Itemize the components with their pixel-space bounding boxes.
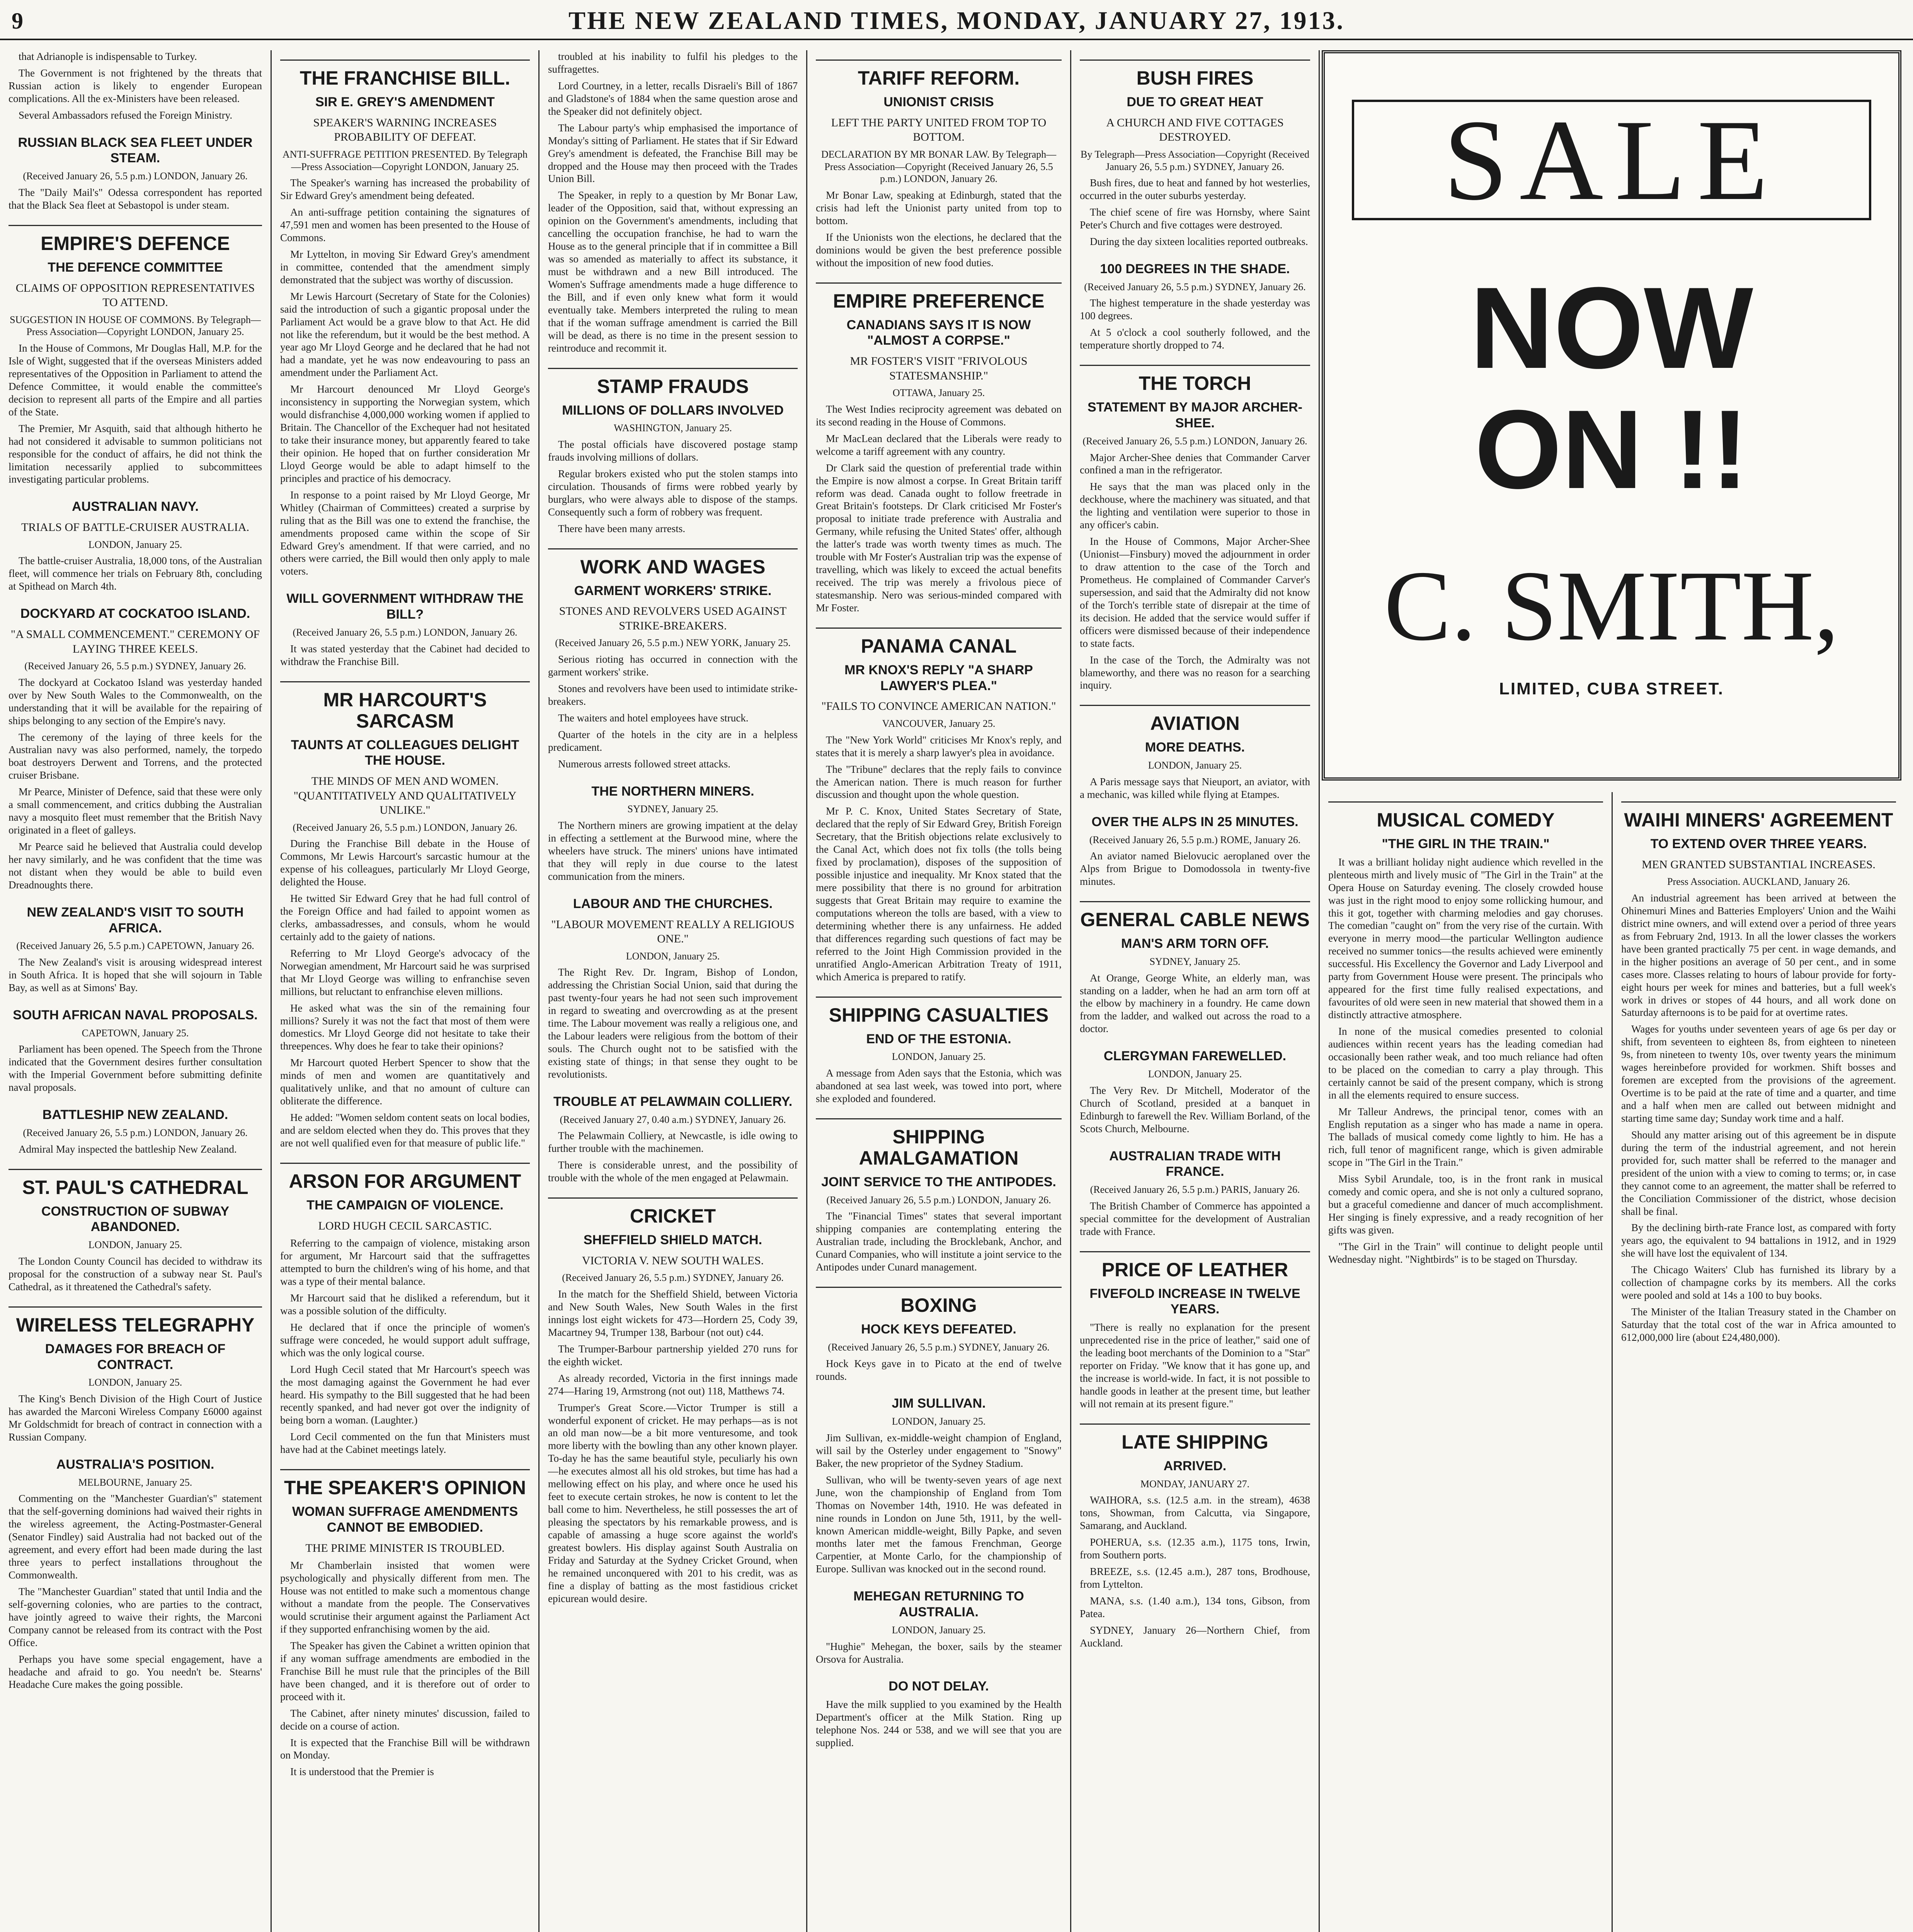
article-paragraph: Admiral May inspected the battleship New Zealand. (19, 1143, 237, 1155)
article-headline: SHIPPING AMALGAMATION (816, 1118, 1062, 1169)
page-number: 9 (12, 8, 23, 34)
article-paragraph: Referring to the campaign of violence, mistaking arson for argument, Mr Harcourt said that the suffragettes attempted to burn the children's wing of his home, and that was a type of their mental balance. (280, 1237, 530, 1287)
article-paragraph: The highest temperature in the shade yesterday was 100 degrees. (1080, 297, 1310, 322)
article-headline: GENERAL CABLE NEWS (1080, 901, 1310, 930)
article-paragraph: Jim Sullivan, ex-middle-weight champion of England, will sail by the Osterley under engagement to "Snowy" Baker, the new proprietor of the Sydney Stadium. (816, 1432, 1062, 1469)
article-paragraph: Mr P. C. Knox, United States Secretary of State, declared that the reply of Sir Edward Grey, British Foreign Secretary, that the British objections relate exclusively to the Canal Act, which does not fix tolls (the tolls being fixed by proclamation), disposes of the supposition of possible injustice and inequality. Mr Knox stated that the mere possibility that there is no ground for arbitration suggests that Great Britain may require to examine the computations whereon the tolls are based, with a view to determining whether there is any unfairness. He added that differences regarding such questions of fact may be referred to the Joint High Commission provided in the unratified Anglo-American Arbitration Treaty of 1911, which America is prepared to ratify. (816, 805, 1062, 983)
article-dateline: (Received January 26, 5.5 p.m.) CAPETOWN, January 26. (16, 940, 254, 952)
article-subheading: CLERGYMAN FAREWELLED. (1103, 1049, 1287, 1064)
article-dateline: SUGGESTION IN HOUSE OF COMMONS. By Telegraph—Press Association—Copyright LONDON, January 25. (10, 314, 261, 338)
article-subheading: JOINT SERVICE TO THE ANTIPODES. (821, 1174, 1056, 1189)
article-dateline: (Received January 26, 5.5 p.m.) PARIS, January 26. (1090, 1184, 1300, 1196)
article-paragraph: Lord Hugh Cecil stated that Mr Harcourt's speech was the most damaging against the Government he had ever heard. His sympathy to the Bill suggested that he had been recently spanked, and had never got over the indignity of being born a woman. (Laughter.) (280, 1363, 530, 1426)
article-dateline: (Received January 26, 5.5 p.m.) LONDON, January 26. (23, 170, 248, 182)
column-1 (0, 50, 271, 1932)
article-paragraph: Lord Courtney, in a letter, recalls Disraeli's Bill of 1867 and Gladstone's of 1884 when the same question arose and the Speaker did not definitely object. (548, 80, 798, 117)
article-paragraph: An aviator named Bielovucic aeroplaned over the Alps from Brigue to Domodossola in twenty-five minutes. (1080, 850, 1310, 888)
article-paragraph: The postal officials have discovered postage stamp frauds involving millions of dollars. (548, 439, 798, 463)
article-paragraph: Several Ambassadors refused the Foreign Ministry. (19, 109, 233, 121)
article-dateline: LONDON, January 25. (88, 1239, 182, 1251)
article-headline: BOXING (816, 1287, 1062, 1316)
article-dateline: LONDON, January 25. (88, 1377, 182, 1388)
article-paragraph: The Right Rev. Dr. Ingram, Bishop of London, addressing the Christian Social Union, said that during the past twenty-four years he had not seen such improvement in regard to sweating and overcrowding as at the present time. The Labour movement was really a religious one, and the Labour leaders were religious from the bottom of their souls. The Church ought not to be satisfied with the existing state of things; in that sense they ought to be revolutionists. (548, 966, 798, 1080)
article-headline: THE TORCH (1080, 365, 1310, 394)
article-paragraph: The chief scene of fire was Hornsby, where Saint Peter's Church and five cottages were destroyed. (1080, 206, 1310, 231)
article (816, 628, 1062, 983)
article-paragraph: It is expected that the Franchise Bill will be withdrawn on Monday. (280, 1736, 530, 1761)
article-subheading: END OF THE ESTONIA. (866, 1031, 1011, 1046)
article (816, 1118, 1062, 1274)
article-subheading: ARRIVED. (1163, 1458, 1227, 1473)
article-paragraph: The Labour party's whip emphasised the importance of Monday's sitting of Parliament. He states that if Sir Edward Grey's amendment is defeated, the Franchise Bill may be dropped and the House may then proceed with the Trades Union Bill. (548, 122, 798, 185)
article-paragraph: Perhaps you have some special engagement, have a headache and afraid to go. You needn't be. Stearns' Headache Cure makes the going possible. (9, 1653, 262, 1690)
article (9, 1457, 262, 1691)
article-subheading: MEHEGAN RETURNING TO AUSTRALIA. (853, 1589, 1024, 1620)
article-headline: CRICKET (548, 1197, 798, 1227)
article-paragraph: troubled at his inability to fulfil his pledges to the suffragettes. (548, 51, 798, 75)
article (1621, 801, 1896, 1344)
article-paragraph: Mr Pearce, Minister of Defence, said that these were only a small commencement, and critics dubbing the Australian navy a mosquito fleet must remember that the British Navy originated in a fleet of galleys. (9, 786, 262, 836)
article-subheading: MILLIONS OF DOLLARS INVOLVED (562, 403, 784, 418)
article-paragraph: Bush fires, due to heat and fanned by hot westerlies, occurred in the outer suburbs yesterday. (1080, 177, 1310, 202)
article (280, 60, 530, 578)
article-dateline: OTTAWA, January 25. (892, 387, 985, 399)
article-subheading: DAMAGES FOR BREACH OF CONTRACT. (45, 1341, 226, 1372)
article-subheading: HOCK KEYS DEFEATED. (861, 1322, 1016, 1337)
article-dateline: (Received January 26, 5.5 p.m.) ROME, January 26. (1089, 834, 1301, 845)
article-paragraph: The Pelawmain Colliery, at Newcastle, is idle owing to further trouble with the machinemen. (548, 1130, 798, 1155)
article (816, 60, 1062, 269)
article-paragraph: A Paris message says that Nieuport, an aviator, with a mechanic, was killed while flying at Etampes. (1080, 776, 1310, 800)
article-paragraph: Mr Harcourt said that he disliked a referendum, but it was a possible solution of the difficulty. (280, 1292, 530, 1316)
article-deck: LEFT THE PARTY UNITED FROM TOP TO BOTTOM. (831, 116, 1047, 144)
article-headline: STAMP FRAUDS (548, 368, 798, 397)
article (816, 282, 1062, 614)
article-subheading: STATEMENT BY MAJOR ARCHER-SHEE. (1088, 400, 1302, 430)
article-dateline: (Received January 26, 5.5 p.m.) NEW YORK, January 25. (555, 637, 791, 649)
article (9, 1306, 262, 1444)
article (9, 1107, 262, 1155)
article-paragraph: An industrial agreement has been arrived at between the Ohinemuri Mines and Batteries Employers' Union and the Waihi district mine owners, and will extend over a period of three years as from February 2nd, 1913. In all the lower classes the workers have been granted practically 75 per cent. in wage demands, and in the higher positions an average of 50 per cent., and in some cases more. Classes relating to hours of labour provide for forty-eight hours per week for mines and batteries, but a full week's work in drives or stopes of 44 hours, and all work done on Saturday afternoons is to be paid for at overtime rates. (1621, 892, 1896, 1019)
article-headline: WIRELESS TELEGRAPHY (9, 1306, 262, 1336)
column-4 (807, 50, 1070, 1932)
article-paragraph: At Orange, George White, an elderly man, was standing on a ladder, when he had an arm torn off at the elbow by machinery in a foundry. He came down from the ladder, and walked out across the road to a doctor. (1080, 972, 1310, 1035)
article-paragraph: It was stated yesterday that the Cabinet had decided to withdraw the Franchise Bill. (280, 643, 530, 667)
article-paragraph: that Adrianople is indispensable to Turkey. (19, 51, 197, 62)
article-paragraph: The King's Bench Division of the High Court of Justice has awarded the Marconi Wireless Company £6000 against Mr Goldschmidt for breach of contract in connection with a Russian Company. (9, 1393, 262, 1443)
article-subheading: DO NOT DELAY. (888, 1679, 989, 1694)
article-paragraph: WAIHORA, s.s. (12.5 a.m. in the stream), 4638 tons, Showman, from Calcutta, via Singapore, Samarang, and Auckland. (1080, 1494, 1310, 1532)
article-subheading: CONSTRUCTION OF SUBWAY ABANDONED. (41, 1204, 230, 1235)
article-paragraph: He twitted Sir Edward Grey that he had full control of the Foreign Office and had failed to appoint women as clerks, ambassadresses, and consuls, whom he would certainly add to the gaiety of nations. (280, 893, 530, 942)
article-paragraph: Major Archer-Shee denies that Commander Carver confined a man in the refrigerator. (1080, 451, 1310, 476)
sale-advertisement (1322, 50, 1901, 781)
article (1080, 1251, 1310, 1410)
article-paragraph: He declared that if once the principle of women's suffrage were conceded, he would support adult suffrage, which was the only logical course. (280, 1321, 530, 1359)
article-dateline: By Telegraph—Press Association—Copyright (Received January 26, 5.5 p.m.) SYDNEY, January 26. (1081, 148, 1309, 172)
article-dateline: LONDON, January 25. (892, 1624, 986, 1636)
article-headline: EMPIRE PREFERENCE (816, 282, 1062, 312)
masthead (0, 0, 1913, 40)
article-paragraph: If the Unionists won the elections, he declared that the dominions would be given the best preference possible without the imposition of new food duties. (816, 231, 1062, 269)
article-subheading: RUSSIAN BLACK SEA FLEET UNDER STEAM. (18, 135, 253, 166)
article-subheading: LABOUR AND THE CHURCHES. (573, 896, 773, 911)
article-paragraph: Mr Chamberlain insisted that women were psychologically and physically different from men. The House was not entitled to make such a momentous change without a mandate from the people. The Conservatives would scrutinise their argument against the Parliament Act if they supported enfranchising women by the aid. (280, 1560, 530, 1635)
article (1080, 1148, 1310, 1238)
article-paragraph: He asked what was the sin of the remaining four millions? Surely it was not the fact that most of them were domestics. Mr Lloyd George did not hesitate to take their threepences. Why does he fear to take their opinions? (280, 1002, 530, 1052)
article-subheading: THE CAMPAIGN OF VIOLENCE. (306, 1197, 504, 1213)
article-paragraph: Quarter of the hotels in the city are in a helpless predicament. (548, 728, 798, 753)
article-paragraph: "Hughie" Mehegan, the boxer, sails by the steamer Orsova for Australia. (816, 1640, 1062, 1665)
article-dateline: VANCOUVER, January 25. (882, 718, 996, 729)
article-paragraph: During the Franchise Bill debate in the House of Commons, Mr Lewis Harcourt's sarcastic humour at the expense of his colleagues, particularly Mr Lloyd George, delighted the House. (280, 838, 530, 888)
article-paragraph: The British Chamber of Commerce has appointed a special committee for the development of Australian trade with France. (1080, 1200, 1310, 1237)
article-paragraph: It is understood that the Premier is (290, 1766, 434, 1778)
article-deck: VICTORIA V. NEW SOUTH WALES. (582, 1254, 764, 1267)
article (1080, 901, 1310, 1035)
article-dateline: (Received January 26, 5.5 p.m.) SYDNEY, January 26. (1084, 281, 1306, 293)
article-dateline: DECLARATION BY MR BONAR LAW. By Telegraph—Press Association—Copyright (Received January 26, 5.5 p.m.) LONDON, January 26. (821, 148, 1057, 185)
article-headline: MR HARCOURT'S SARCASM (280, 681, 530, 732)
article-paragraph: A message from Aden says that the Estonia, which was abandoned at sea last week, was towed into port, where she exploded and foundered. (816, 1067, 1062, 1104)
article (9, 135, 262, 212)
article-subheading: NEW ZEALAND'S VISIT TO SOUTH AFRICA. (27, 905, 244, 935)
article-paragraph: Regular brokers existed who put the stolen stamps into circulation. Thousands of firms were robbed yearly by burglars, who were always able to dispose of the stamps. Consequently such a form of robbery was frequent. (548, 468, 798, 518)
article-paragraph: The "Manchester Guardian" stated that until India and the self-governing colonies, who are parties to the contract, have jointly agreed to waive their rights, the Marconi Company cannot be released from its contract with the Post Office. (9, 1585, 262, 1648)
ad-now-word: NOW (1470, 263, 1753, 393)
article-dateline: Press Association. AUCKLAND, January 26. (1667, 876, 1850, 888)
article (280, 1163, 530, 1456)
article-dateline: LONDON, January 25. (1148, 1068, 1242, 1080)
article-subheading: UNIONIST CRISIS (883, 95, 994, 109)
article-paragraph: The waiters and hotel employees have struck. (558, 712, 749, 724)
ad-address: LIMITED, CUBA STREET. (1499, 679, 1724, 698)
article-paragraph: Wages for youths under seventeen years of age 6s per day or shift, from seventeen to eighteen 8s, from eighteen to nineteen 9s, from nineteen to twenty 10s, over twenty years the minimum wages hereinbefore provided for workmen. Shift bosses and foremen are excepted from the provisions of the agreement. Overtime is to be paid at the rate of time and a quarter, and time and a half when men are called out between midnight and starting time same day; Sunday work time and a half. (1621, 1023, 1896, 1124)
article-deck: SPEAKER'S WARNING INCREASES PROBABILITY OF DEFEAT. (313, 116, 497, 144)
article-dateline: ANTI-SUFFRAGE PETITION PRESENTED. By Telegraph—Press Association—Copyright LONDON, January 25. (283, 148, 528, 172)
article (9, 606, 262, 891)
article-dateline: LONDON, January 25. (626, 950, 720, 962)
article-subheading: AUSTRALIA'S POSITION. (56, 1457, 214, 1472)
article-subheading: AUSTRALIAN TRADE WITH FRANCE. (1109, 1148, 1281, 1179)
article-paragraph: Mr Talleur Andrews, the principal tenor, comes with an English reputation as a singer who has made a name in opera. The ballads of musical comedy come lightly to him. He has a rich, full tenor of magnificent range, which is given admirable scope in "The Girl in the Train." (1328, 1105, 1603, 1168)
article (816, 1396, 1062, 1575)
article-paragraph: The "Tribune" declares that the reply fails to convince the American nation. There is much reason for further discussion and thought upon the whole question. (816, 763, 1062, 801)
article-paragraph: There is considerable unrest, and the possibility of trouble with the whole of the men engaged at Pelawmain. (548, 1159, 798, 1184)
article-paragraph: As already recorded, Victoria in the first innings made 274—Haring 19, Armstrong (not out) 118, Matthews 74. (548, 1372, 798, 1397)
article-subheading: THE DEFENCE COMMITTEE (48, 260, 223, 275)
article-paragraph: There have been many arrests. (558, 522, 686, 534)
article-paragraph: The Chicago Waiters' Club has furnished its library by a collection of champagne corks by its members. All the corks were pooled and sold at 14s a 100 to buy books. (1621, 1264, 1896, 1301)
article-deck: "A SMALL COMMENCEMENT." CEREMONY OF LAYING THREE KEELS. (10, 628, 260, 655)
article-deck: STONES AND REVOLVERS USED AGAINST STRIKE-BREAKERS. (559, 605, 787, 632)
article-paragraph: He says that the man was placed only in the deckhouse, where the machinery was situated, and that the lighting and ventilation were superior to those in any officer's cabin. (1080, 481, 1310, 531)
article-deck: TRIALS OF BATTLE-CRUISER AUSTRALIA. (21, 521, 250, 534)
article-subheading: SHEFFIELD SHIELD MATCH. (583, 1233, 762, 1248)
article-paragraph: Mr Lewis Harcourt (Secretary of State for the Colonies) said the introduction of such a gigantic proposal under the Parliament Act would be a grave blow to that Act. He did not like the referendum, but it would be the best method. A year ago Mr Lloyd George and he declared that he had not had a mandate, yet he was now endeavouring to pass an amendment under the Parliament Act. (280, 290, 530, 379)
article-paragraph: The "Daily Mail's" Odessa correspondent has reported that the Black Sea fleet at Sebastopol is under steam. (9, 187, 262, 211)
article-paragraph: During the day sixteen localities reported outbreaks. (1090, 235, 1308, 247)
article-paragraph: The Very Rev. Dr Mitchell, Moderator of the Church of Scotland, presided at a banquet in Edinburgh to farewell the Rev. William Borland, of the Scots Church, Melbourne. (1080, 1084, 1310, 1134)
article-dateline: MONDAY, JANUARY 27. (1140, 1478, 1250, 1490)
article-paragraph: The Minister of the Italian Treasury stated in the Chamber on Saturday that the total cost of the war in Africa amounted to 612,000,000 lire (about £24,480,000). (1621, 1306, 1896, 1343)
article-headline: WAIHI MINERS' AGREEMENT (1621, 801, 1896, 831)
article-paragraph: Have the milk supplied to you examined by the Health Department's officer at the Milk Station. Ring up telephone Nos. 244 or 538, and we will see that you are supplied. (816, 1699, 1062, 1749)
article-dateline: (Received January 26, 5.5 p.m.) LONDON, January 26. (293, 626, 517, 638)
article-subheading: TO EXTEND OVER THREE YEARS. (1650, 837, 1867, 851)
article (548, 1094, 798, 1184)
article-subheading: WILL GOVERNMENT WITHDRAW THE BILL? (286, 591, 524, 622)
article-paragraph: POHERUA, s.s. (12.35 a.m.), 1175 tons, Irwin, from Southern ports. (1080, 1536, 1310, 1561)
article-deck: THE MINDS OF MEN AND WOMEN. "QUANTITATIVELY AND QUALITATIVELY UNLIKE." (293, 775, 517, 817)
article (548, 50, 798, 355)
article (548, 1197, 798, 1605)
article-dateline: LONDON, January 25. (892, 1416, 986, 1427)
article-subheading: JIM SULLIVAN. (892, 1396, 986, 1411)
article-paragraph: Lord Cecil commented on the fun that Ministers must have had at the Cabinet meetings lately. (280, 1431, 530, 1456)
article-headline: BUSH FIRES (1080, 60, 1310, 89)
article-subheading: GARMENT WORKERS' STRIKE. (574, 583, 772, 598)
article-paragraph: In the case of the Torch, the Admiralty was not blameworthy, and there was no reason for a searching inquiry. (1080, 654, 1310, 691)
article-paragraph: The West Indies reciprocity agreement was debated on its second reading in the House of Commons. (816, 403, 1062, 428)
article-paragraph: Stones and revolvers have been used to intimidate strike-breakers. (548, 683, 798, 707)
article-dateline: WASHINGTON, January 25. (614, 422, 732, 434)
article-headline: SHIPPING CASUALTIES (816, 997, 1062, 1026)
article (1080, 365, 1310, 692)
article-paragraph: Mr Lyttelton, in moving Sir Edward Grey's amendment in committee, contended that the amendment simply demonstrated that the subject was worthy of discussion. (280, 248, 530, 286)
article-subheading: MORE DEATHS. (1145, 740, 1245, 755)
article-subheading: DUE TO GREAT HEAT (1127, 95, 1263, 109)
article-headline: PANAMA CANAL (816, 628, 1062, 657)
article (1080, 814, 1310, 888)
article-paragraph: The London County Council has decided to withdraw its proposal for the construction of a subway near St. Paul's Cathedral, as it threatened the Cathedral's safety. (9, 1255, 262, 1293)
article-paragraph: Mr Harcourt denounced Mr Lloyd George's inconsistency in supporting the Norwegian system, which would disfranchise 4,000,000 working women if applied to Britain. The Chancellor of the Exchequer had not hesitated to take their insurance money, but apparently feared to take their opinion. He hoped that on further consideration Mr Lloyd George would be able to adapt himself to the principles and practice of his democracy. (280, 383, 530, 484)
article (1080, 1423, 1310, 1650)
article-paragraph: The New Zealand's visit is arousing widespread interest in South Africa. It is hoped that she will sojourn in Table Bay, as well as at Simons' Bay. (9, 956, 262, 993)
newspaper-title: THE NEW ZEALAND TIMES, MONDAY, JANUARY 27, 1913. (568, 7, 1345, 35)
article-headline: WORK AND WAGES (548, 548, 798, 578)
article-paragraph: Serious rioting has occurred in connection with the garment workers' strike. (548, 653, 798, 678)
article-paragraph: He added: "Women seldom content seats on local bodies, and are seldom elected when they do. This proves that they are not well qualified even for that measure of public life." (280, 1112, 530, 1149)
article-headline: ST. PAUL'S CATHEDRAL (9, 1169, 262, 1198)
article-paragraph: Trumper's Great Score.—Victor Trumper is still a wonderful exponent of cricket. He may perhaps—as is not an old man now—be a bit more venturesome, and took more liberty with the bowling than any other known player. To-day he has the same beautiful style, peculiarly his own—he executes almost all his old strokes, but time has had a mellowing effect on his play, and where once he used his feet to execute certain strokes, he now is content to let the ball come to him. Nevertheless, he still possesses the art of pleasing the spectators by his remarkable prowess, and is capable of amassing a huge score against the world's greatest bowlers. His display against South Australia on Friday and Saturday at the Sydney Cricket Ground, when he remained unconquered with 201 to his credit, was as fine a display of batting as the most fastidious cricket epicurean would desire. (548, 1401, 798, 1604)
ad-company-name: C. SMITH, (1384, 550, 1839, 662)
article (816, 1588, 1062, 1665)
article-paragraph: The dockyard at Cockatoo Island was yesterday handed over by New South Wales to the Commonwealth, on the understanding that it will be available for the repairing of ships belonging to any section of the Empire's navy. (9, 676, 262, 726)
column-3 (540, 50, 806, 1932)
article-headline: PRICE OF LEATHER (1080, 1251, 1310, 1281)
article-subheading: FIVEFOLD INCREASE IN TWELVE YEARS. (1089, 1286, 1300, 1317)
article-headline: TARIFF REFORM. (816, 60, 1062, 89)
article-dateline: (Received January 26, 5.5 p.m.) LONDON, January 26. (826, 1194, 1051, 1206)
article-dateline: MELBOURNE, January 25. (78, 1476, 192, 1488)
article-paragraph: The ceremony of the laying of three keels for the Australian navy was also performed, namely, the torpedo boat destroyers Derwent and Torrens, and the protected cruiser Brisbane. (9, 731, 262, 781)
article-headline: THE FRANCHISE BILL. (280, 60, 530, 89)
article-paragraph: "There is really no explanation for the present unprecedented rise in the price of leather," said one of the leading boot merchants of the Dominion to a "Star" reporter on Friday. "We know that it has gone up, and the increase is world-wide. In fact, it is not possible to handle goods in leather at the present time, but leather will not remain at its present figure." (1080, 1321, 1310, 1410)
article-paragraph: In response to a point raised by Mr Lloyd George, Mr Whitley (Chairman of Committees) created a surprise by ruling that as the Bill was one to extend the franchise, the amendments proposed came within the scope of Sir Edward Grey's amendment. If that were carried, and no others were carried, the Bill would then only apply to male voters. (280, 489, 530, 577)
article-paragraph: In the House of Commons, Mr Douglas Hall, M.P. for the Isle of Wight, suggested that if the overseas Ministers added representatives of the Opposition in Parliament to attend the Defence Committee, it would enable the committee's decision to represent all parts of the Empire and all parties of the State. (9, 342, 262, 418)
article (9, 50, 262, 122)
article-subheading: MAN'S ARM TORN OFF. (1121, 936, 1269, 951)
article-deck: CLAIMS OF OPPOSITION REPRESENTATIVES TO ATTEND. (15, 281, 255, 309)
article-dateline: (Received January 26, 5.5 p.m.) SYDNEY, January 26. (828, 1341, 1050, 1353)
article-subheading: MR KNOX'S REPLY "A SHARP LAWYER'S PLEA." (844, 662, 1033, 693)
article (548, 548, 798, 770)
article-paragraph: By the declining birth-rate France lost, as compared with forty years ago, the equivalent to 94 battalions in 1912, and in 1929 she will have lost the equivalent of 134. (1621, 1222, 1896, 1259)
column-5 (1071, 50, 1319, 1932)
article-headline: THE SPEAKER'S OPINION (280, 1469, 530, 1498)
article-paragraph: MANA, s.s. (1.40 a.m.), 134 tons, Gibson, from Patea. (1080, 1595, 1310, 1619)
article-subheading: TROUBLE AT PELAWMAIN COLLIERY. (553, 1094, 793, 1109)
article-dateline: (Received January 27, 0.40 a.m.) SYDNEY, January 26. (560, 1114, 786, 1125)
article-headline: EMPIRE'S DEFENCE (9, 225, 262, 254)
article-subheading: WOMAN SUFFRAGE AMENDMENTS CANNOT BE EMBODIED. (292, 1504, 518, 1535)
article-paragraph: Mr Harcourt quoted Herbert Spencer to show that the minds of men and women are quantitatively and qualitatively unlike, and that no amount of culture can obliterate the difference. (280, 1057, 530, 1107)
article-paragraph: Should any matter arising out of this agreement be in dispute during the term of the industrial agreement, and not herein provided for, such matter shall be referred to the manager and president of the union with a view to coming to terms; or, in case they cannot come to an agreement, the matter shall be referred to the Conciliation Commissioner of the district, whose decision shall be final. (1621, 1129, 1896, 1217)
article-paragraph: Miss Sybil Arundale, too, is in the front rank in musical comedy and comic opera, and she is not only a cultured soprano, but a graceful comedienne and dancer of much accomplishment. Her singing is finely expressive, and a ready recognition of her gifts was given. (1328, 1173, 1603, 1236)
article-deck: MEN GRANTED SUBSTANTIAL INCREASES. (1642, 858, 1876, 871)
article-paragraph: In the match for the Sheffield Shield, between Victoria and New South Wales, New South Wales in the first innings lost eight wickets for 473—Hordern 25, Cody 39, Macartney 94, Trumper 138, Barbour (not out) c44. (548, 1288, 798, 1338)
column-2 (272, 50, 538, 1932)
article-paragraph: The Speaker's warning has increased the probability of Sir Edward Grey's amendment being defeated. (280, 177, 530, 202)
article-paragraph: Dr Clark said the question of preferential trade within the Empire is now almost a corpse. In Great Britain tariff reform was dead. Canada ought to follow freetrade in Great Britain's footsteps. Dr Clark criticised Mr Foster's proposal to initiate trade preference with Australia and Germany, while refusing the United States' offer, although the latter's trade was worth twenty times as much. The trouble with Mr Foster's Australian trip was the expense of travelling, which was likely to exceed the actual benefits received. The trip was merely a frivolous piece of statesmanship. Nero was serious-minded compared with Mr Foster. (816, 462, 1062, 614)
article-deck: MR FOSTER'S VISIT "FRIVOLOUS STATESMANSHIP." (850, 355, 1028, 382)
article-dateline: (Received January 26, 5.5 p.m.) SYDNEY, January 26. (24, 660, 246, 672)
article-dateline: LONDON, January 25. (1148, 760, 1242, 771)
article (548, 784, 798, 883)
article-deck: THE PRIME MINISTER IS TROUBLED. (305, 1541, 505, 1554)
article-dateline: (Received January 26, 5.5 p.m.) LONDON, January 26. (293, 821, 517, 833)
article-paragraph: Numerous arrests followed street attacks. (558, 758, 731, 770)
article-subheading: AUSTRALIAN NAVY. (71, 499, 199, 514)
article-paragraph: At 5 o'clock a cool southerly followed, and the temperature shortly dropped to 74. (1080, 327, 1310, 351)
article-paragraph: The Northern miners are growing impatient at the delay in effecting a settlement at the Burwood mine, where the wheelers have struck. The miners' unions have intimated that they will reply in due course to the latest communication from the miners. (548, 820, 798, 882)
article-paragraph: The battle-cruiser Australia, 18,000 tons, of the Australian fleet, will commence her trials on February 8th, concluding at Spithead on March 4th. (9, 555, 262, 592)
article-paragraph: The Speaker, in reply to a question by Mr Bonar Law, leader of the Opposition, said that, without expressing an opinion on the Government's amendments, including that cancelling the occupation franchise, he had to warn the House as to the general principle that if in committee a Bill was so amended as materially to affect its substance, it must be withdrawn and a new Bill introduced. The Women's Suffrage amendments made a huge difference to the Bill, and if even only knew what form it would eventually take. Members interpreted the ruling to mean that if the woman suffrage amendment is carried the Bill will be dead, as there is no time in the present session to reintroduce and recommit it. (548, 189, 798, 354)
column-6 (1320, 792, 1612, 1932)
article-headline: AVIATION (1080, 705, 1310, 734)
article-subheading: OVER THE ALPS IN 25 MINUTES. (1091, 814, 1299, 829)
article-paragraph: An anti-suffrage petition containing the signatures of 47,591 men and women has been presented to the House of Commons. (280, 206, 530, 243)
article-paragraph: Mr Bonar Law, speaking at Edinburgh, stated that the crisis had left the Unionist party united from top to bottom. (816, 189, 1062, 226)
article-deck: "FAILS TO CONVINCE AMERICAN NATION." (821, 700, 1056, 713)
article-subheading: SOUTH AFRICAN NAVAL PROPOSALS. (13, 1007, 258, 1022)
article-paragraph: In none of the musical comedies presented to colonial audiences within recent years has the leading comedian had occasionally been rather weak, and too much reliance had often to be placed on the comedian to carry a play through. This certainly cannot be said of the present company, which is strong in all the elements required to ensure success. (1328, 1025, 1603, 1101)
article-subheading: CANADIANS SAYS IT IS NOW "ALMOST A CORPSE." (846, 317, 1031, 348)
article-dateline: LONDON, January 25. (892, 1051, 986, 1063)
article-paragraph: Referring to Mr Lloyd George's advocacy of the Norwegian amendment, Mr Harcourt said he was surprised that Mr Lloyd George was willing to enfranchise seven millions, but reluctant to enfranchise eleven millions. (280, 947, 530, 997)
article (1080, 705, 1310, 801)
article (548, 896, 798, 1081)
article (280, 681, 530, 1150)
article-subheading: THE NORTHERN MINERS. (591, 784, 754, 799)
article (9, 905, 262, 994)
article (1080, 261, 1310, 352)
article-dateline: LONDON, January 25. (88, 539, 182, 550)
article-subheading: SIR E. GREY'S AMENDMENT (315, 95, 495, 109)
article (1080, 60, 1310, 248)
article-paragraph: It was a brilliant holiday night audience which revelled in the plenteous mirth and lively music of "The Girl in the Train" at the Opera House on Saturday evening. The closely crowded house was just in the right mood to enjoy some rollicking humour, and this it got, together with charming melodies and gay choruses. The comedian "caught on" from the very rise of the curtain. With everyone in merry mood—the particular Wellington audience received no summer tonics—the results achieved were eminently successful. His Excellency the Governor and Lady Liverpool and party from Government House were present. The principals who appeared for the first time fully realised expectations, and favourites of old were seen in new material that showed them in a distinctly attractive atmosphere. (1328, 856, 1603, 1021)
article-headline: ARSON FOR ARGUMENT (280, 1163, 530, 1192)
article-dateline: (Received January 26, 5.5 p.m.) LONDON, January 26. (1082, 435, 1307, 447)
article-paragraph: The Speaker has given the Cabinet a written opinion that if any woman suffrage amendments are embodied in the Franchise Bill he must rule that the principles of the Bill have been changed, and it is therefore out of order to proceed with it. (280, 1639, 530, 1702)
article-paragraph: "The Girl in the Train" will continue to delight people until Wednesday night. "Nightbirds" is to be staged on Thursday. (1328, 1240, 1603, 1265)
article-paragraph: BREEZE, s.s. (12.45 a.m.), 287 tons, Brodhouse, from Lyttelton. (1080, 1566, 1310, 1590)
article-dateline: SYDNEY, January 25. (1149, 956, 1241, 967)
article-paragraph: In the House of Commons, Major Archer-Shee (Unionist—Finsbury) moved the adjournment in order to draw attention to the case of the Torch and Prometheus. He complained of Commander Carver's supersession, and said that the Admiralty did not know of the Torch's terrible state of disrepair at the time of its decision. He added that the service would suffer if officers were dismissed because of their independence to state facts. (1080, 536, 1310, 649)
article (816, 997, 1062, 1105)
article (816, 1287, 1062, 1383)
article-paragraph: The Government is not frightened by the threats that Russian action is likely to engender European complications. All the ex-Ministers have been released. (9, 67, 262, 104)
article-subheading: BATTLESHIP NEW ZEALAND. (42, 1107, 228, 1122)
article-subheading: TAUNTS AT COLLEAGUES DELIGHT THE HOUSE. (291, 737, 519, 768)
article-headline: MUSICAL COMEDY (1328, 801, 1603, 831)
ad-sale-word: SALE (1352, 100, 1871, 220)
article (548, 368, 798, 535)
article (280, 591, 530, 668)
article-dateline: SYDNEY, January 25. (627, 803, 718, 815)
article (9, 225, 262, 486)
article-subheading: 100 DEGREES IN THE SHADE. (1100, 261, 1290, 276)
article-deck: LORD HUGH CECIL SARCASTIC. (318, 1219, 492, 1232)
article-paragraph: Mr MacLean declared that the Liberals were ready to welcome a tariff agreement with any country. (816, 432, 1062, 457)
article-paragraph: Mr Pearce said he believed that Australia could develop her navy similarly, and he was confident that the time was not distant when they would be able to build even Dreadnoughts there. (9, 841, 262, 891)
article (816, 1679, 1062, 1749)
article-headline: LATE SHIPPING (1080, 1423, 1310, 1453)
article-dateline: CAPETOWN, January 25. (82, 1027, 189, 1039)
article-paragraph: Hock Keys gave in to Picato at the end of twelve rounds. (816, 1357, 1062, 1382)
article-deck: A CHURCH AND FIVE COTTAGES DESTROYED. (1106, 116, 1284, 144)
article (1080, 1048, 1310, 1135)
article (9, 499, 262, 593)
article-dateline: (Received January 26, 5.5 p.m.) SYDNEY, January 26. (562, 1272, 784, 1284)
article-paragraph: The Cabinet, after ninety minutes' discussion, failed to decide on a course of action. (280, 1707, 530, 1732)
article-deck: "LABOUR MOVEMENT REALLY A RELIGIOUS ONE." (551, 918, 795, 946)
article-paragraph: The Trumper-Barbour partnership yielded 270 runs for the eighth wicket. (548, 1343, 798, 1367)
article-subheading: "THE GIRL IN THE TRAIN." (1382, 837, 1550, 851)
article (9, 1007, 262, 1094)
article (280, 1469, 530, 1778)
article-dateline: (Received January 26, 5.5 p.m.) LONDON, January 26. (23, 1127, 248, 1138)
article-paragraph: SYDNEY, January 26—Northern Chief, from Auckland. (1080, 1624, 1310, 1649)
article-paragraph: The "Financial Times" states that several important shipping companies are contemplating entering the Australian trade, including the Brocklebank, Anchor, and Cunard Companies, who will institute a joint service to the Antipodes under Cunard management. (816, 1210, 1062, 1273)
article-paragraph: Parliament has been opened. The Speech from the Throne indicated that the Government desires further consultation with the Imperial Government before submitting definite naval proposals. (9, 1043, 262, 1094)
article-paragraph: The "New York World" criticises Mr Knox's reply, and states that it is merely a sharp lawyer's plea in avoidance. (816, 734, 1062, 759)
article-paragraph: Sullivan, who will be twenty-seven years of age next June, won the championship of England from Tom Thomas on November 14th, 1910. He was defeated in nine rounds in London on June 5th, 1911, by the well-known American middle-weight, Billy Papke, and seven months later met the famous Frenchman, George Carpentier, at Monte Carlo, for the championship of Europe. Sullivan was knocked out in the second round. (816, 1474, 1062, 1575)
article-subheading: DOCKYARD AT COCKATOO ISLAND. (20, 606, 250, 621)
article (1328, 801, 1603, 1266)
column-7 (1613, 792, 1904, 1932)
article (9, 1169, 262, 1293)
article-paragraph: The Premier, Mr Asquith, said that although hitherto he had not considered it advisable to summon politicians not responsible for the conduct of affairs, he did not think the limitation necessarily applied to subcommittees investigating particular problems. (9, 422, 262, 485)
ad-on-word: ON !! (1474, 387, 1749, 512)
article-paragraph: Commenting on the "Manchester Guardian's" statement that the self-governing dominions had waived their rights in the wireless agreement, the Acting-Postmaster-General (Senator Findley) said Australia had not backed out of the agreement, and every effort had been made during the last three years to perfect installations throughout the Commonwealth. (9, 1493, 262, 1581)
